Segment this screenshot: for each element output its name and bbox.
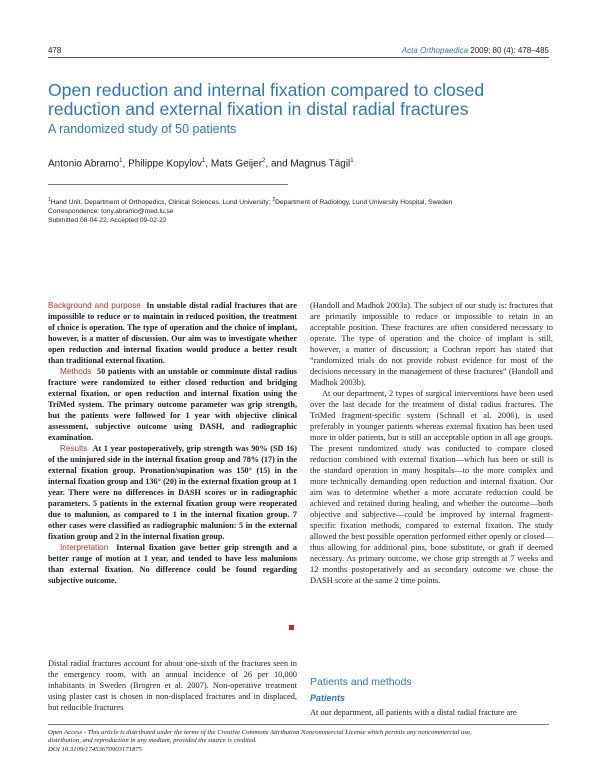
footnote-rule (48, 724, 549, 725)
intro-paragraph: Distal radial fractures account for about one-sixth of the fractures seen in the emergency room, with an annual incidence of 26 per 10,000 inhabitants in Sweden (Brogren et al. 2007). Non-operative treatment using plaster cast is chosen in non-displaced fractures and in displaced, but reducible fractures (48, 659, 297, 712)
abstract-heading: Interpretation (60, 543, 109, 552)
author-name: Antonio Abramo (48, 158, 120, 170)
affiliation-mark: 1 (48, 197, 51, 203)
footnote-line: Open Access - This article is distributed under the terms of the Creative Commons Attribution Noncommercial License which permits any noncommercial use, (48, 729, 472, 736)
abstract-heading: Results (60, 444, 88, 453)
header-rule (48, 57, 549, 58)
author-rule (48, 184, 288, 185)
body-paragraph: At our department, 2 types of surgical interventions have been used over the last decade for the treatment of distal radius fractures. The TriMed fragment-specific system (Schnall et al. 2006), is used preferably in younger patients whereas external fixation has been used more in older patients, but is still an acceptable option in all age groups. The present randomized study was conducted to compare closed reduction combined with external fixation—which has been or still is the standard operation in many hospitals—to the more complex and more technically demanding open reduction and internal fixation. Our aim was to determine whether a more accurate reduction could be achieved and retained during healing, and whether the outcome—both objective and subjective—could be improved by internal fragment-specific fixation methods, compared to external fixation. The study allowed the best possible operation performed either openly or closed—thus allowing for additional pins, bone substitute, or graft if deemed necessary. As primary outcome, we chose grip strength at 7 weeks and 12 months postoperatively and as secondary outcome we chose the DASH score at the same 2 time points. (310, 389, 553, 585)
doi: DOI 10.3109/17453670903171875 (48, 745, 142, 753)
license-footnote (48, 729, 554, 754)
author-list (48, 158, 354, 169)
abstract-interpretation (48, 542, 297, 586)
abstract-end-marker (289, 625, 294, 630)
footnote-line: distribution, and reproduction in any medium, provided the source is credited. (48, 737, 257, 745)
body-paragraph: (Handoll and Madhok 2003a). The subject of our study is: fractures that are primarily impossible to reduce or impossible to retain in an acceptable position. These fractures are often considered necessary to operate. The type of operation and the choice of implant is still, however, a matter of discussion; a Cochran report has stated that “randomized trials do not provide robust evidence for most of the decisions necessary in the management of these fractures” (Handoll and Madhok 2003b). (310, 301, 553, 387)
page-number: 478 (48, 46, 62, 55)
affiliation-text: Hand Unit, Department of Orthopedics, Clinical Sciences, Lund University; (50, 199, 273, 207)
author-name: Magnus Tägil (290, 158, 351, 170)
author-name: Philippe Kopylov (128, 158, 203, 170)
affiliation-text: Department of Radiology, Lund University Hospital, Sweden (275, 199, 453, 207)
author-affiliation-mark: 1 (119, 158, 123, 164)
author-separator: , (205, 158, 211, 170)
abstract-background (48, 300, 297, 366)
journal-citation (402, 46, 549, 55)
abstract-methods (48, 366, 297, 443)
body-paragraph: At our department, all patients with a distal radial fracture are (310, 708, 517, 717)
affiliations (48, 196, 558, 225)
subsection-heading: Patients (310, 693, 346, 703)
author-affiliation-mark: 1 (350, 158, 354, 164)
article-title: Open reduction and internal fixation compared to closed reduction and external fixation in distal radial fractures (48, 80, 485, 119)
author-separator: , (122, 158, 129, 170)
abstract-text: At 1 year postoperatively, grip strength was 90% (SD 16) of the uninjured side in the internal fixation group and 78% (17) in the external fixation group. Pronation/supination was 150° (15) in the internal fixation group and 136° (20) in the external fixation group at 1 year. There were no differences in DASH scores or in radiographic parameters. 5 patients in the external fixation group were reoperated due to malunion, as compared to 1 in the internal fixation group. 7 other cases were classified as radiographic malunion: 5 in the external fixation group and 2 in the internal fixation group. (48, 444, 297, 541)
abstract-text: 50 patients with an unstable or comminute distal radius fracture were randomized to either closed reduction and bridging external fixation, or open reduction and internal fixation using the TriMed system. The primary outcome parameter was grip strength, but the patients were followed for 1 year with objective clinical assessment, subjective outcome using DASH, and radiographic examination. (48, 367, 297, 442)
correspondence: Correspondence: tony.abramo@med.lu.se (48, 208, 174, 216)
right-column-text (310, 300, 553, 586)
journal-name: Acta Orthopaedica (401, 46, 469, 55)
section-heading: Patients and methods (310, 676, 412, 688)
abstract-results (48, 443, 297, 542)
author-affiliation-mark: 2 (262, 158, 266, 164)
affiliation-mark: 2 (272, 197, 276, 203)
abstract-heading: Background and purpose (48, 301, 141, 310)
author-separator: , and (265, 158, 291, 170)
journal-volume: 2009; 80 (4): 478–485 (470, 46, 549, 55)
author-affiliation-mark: 1 (202, 158, 206, 164)
author-name: Mats Geijer (210, 158, 263, 170)
affiliation-line (48, 196, 558, 207)
submission-dates: Submitted 08-04-22. Accepted 09-02-22 (48, 217, 167, 225)
abstract-text: In unstable distal radial fractures that are impossible to reduce or to maintain in reduced position, the treatment of choice is operation. The type of operation and the choice of implant, however, is a matter of discussion. Our aim was to investigate whether open reduction and internal fixation would produce a better result than traditional external fixation. (48, 301, 298, 365)
abstract-text: Internal fixation gave better grip strength and a better range of motion at 1 year, and tended to have less malunions than external fixation. No difference could be found regarding subjective outcome. (48, 543, 298, 585)
article-subtitle: A randomized study of 50 patients (48, 122, 237, 136)
abstract-heading: Methods (60, 367, 92, 376)
abstract (48, 300, 297, 586)
